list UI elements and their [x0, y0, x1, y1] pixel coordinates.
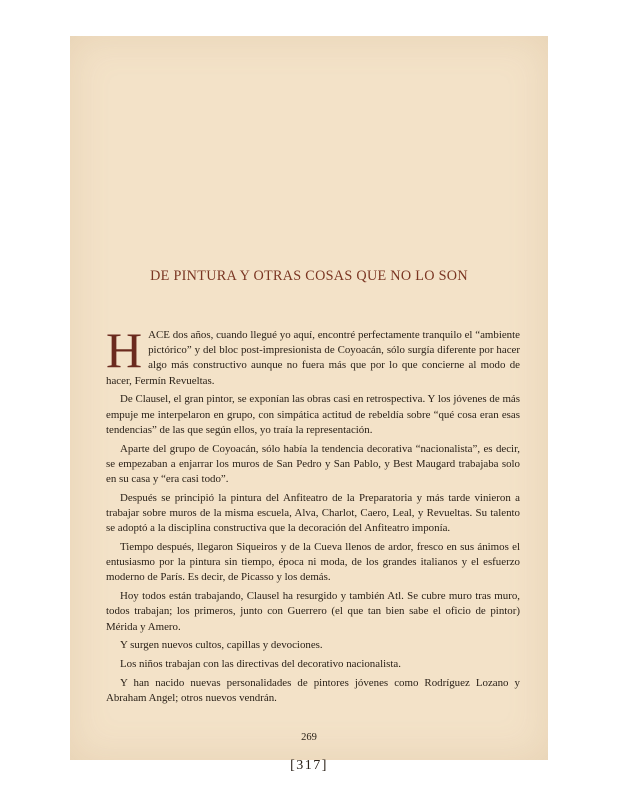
paragraph-3: Aparte del grupo de Coyoacán, sólo había la tendencia decorativa “nacionalista”, es decir, se empezaban a enjarrar los muros de San Pedro y San Pablo, y Best Maugard trabajaba solo en su casa y “era casi todo”.: [106, 442, 520, 486]
paragraph-2: De Clausel, el gran pintor, se exponían las obras casi en retrospectiva. Y los jóvenes de más empuje me interpelaron en grupo, con simpática actitud de rebeldía sobre “qué cosa eran esas tendencias” de las que según ellos, yo traía la representación.: [106, 393, 520, 436]
paragraph-1: [106, 322, 520, 389]
folio-number: [317]: [290, 758, 328, 773]
paragraph-9: Y han nacido nuevas personalidades de pintores jóvenes como Rodríguez Lozano y Abraham Angel; otros nuevos vendrán.: [106, 677, 520, 705]
paragraph-8: Los niños trabajan con las directivas del decorativo nacionalista.: [120, 658, 401, 671]
drop-cap: H: [106, 322, 143, 378]
body-text: [106, 322, 520, 710]
paragraph-1-text: ACE dos años, cuando llegué yo aquí, encontré perfectamente tranquilo el “ambiente pictórico” y del bloc post-impresionista de Coyoacán, sólo surgía diferente por hacer algo más constructivo aunque no fuera más que por lo que concierne al modo de hacer, Fermín Revueltas.: [106, 329, 520, 387]
paragraph-4: Después se principió la pintura del Anfiteatro de la Preparatoria y más tarde vinieron a trabajar sobre muros de la misma escuela, Alva, Charlot, Caero, Leal, y Revueltas. Su talento se adoptó a la disciplina constructiva que la decoración del Anfiteatro imponía.: [106, 491, 520, 535]
page-number: 269: [301, 732, 317, 743]
book-page: [70, 36, 548, 773]
paragraph-6: Hoy todos están trabajando, Clausel ha resurgido y también Atl. Se cubre muro tras muro, todos trabajan; los primeros, junto con Guerrero (el que tan bien sabe el oficio de pintor) Mérida y Amero.: [106, 590, 520, 633]
chapter-title: DE PINTURA Y OTRAS COSAS QUE NO LO SON: [150, 268, 468, 284]
paragraph-5: Tiempo después, llegaron Siqueiros y de la Cueva llenos de ardor, fresco en sus ánimos el entusiasmo por la pintura sin tiempo, época ni moda, de los grandes italianos y el esfuerzo moderno de París. Es decir, de Picasso y los demás.: [106, 541, 520, 584]
paragraph-7: Y surgen nuevos cultos, capillas y devociones.: [120, 639, 323, 652]
